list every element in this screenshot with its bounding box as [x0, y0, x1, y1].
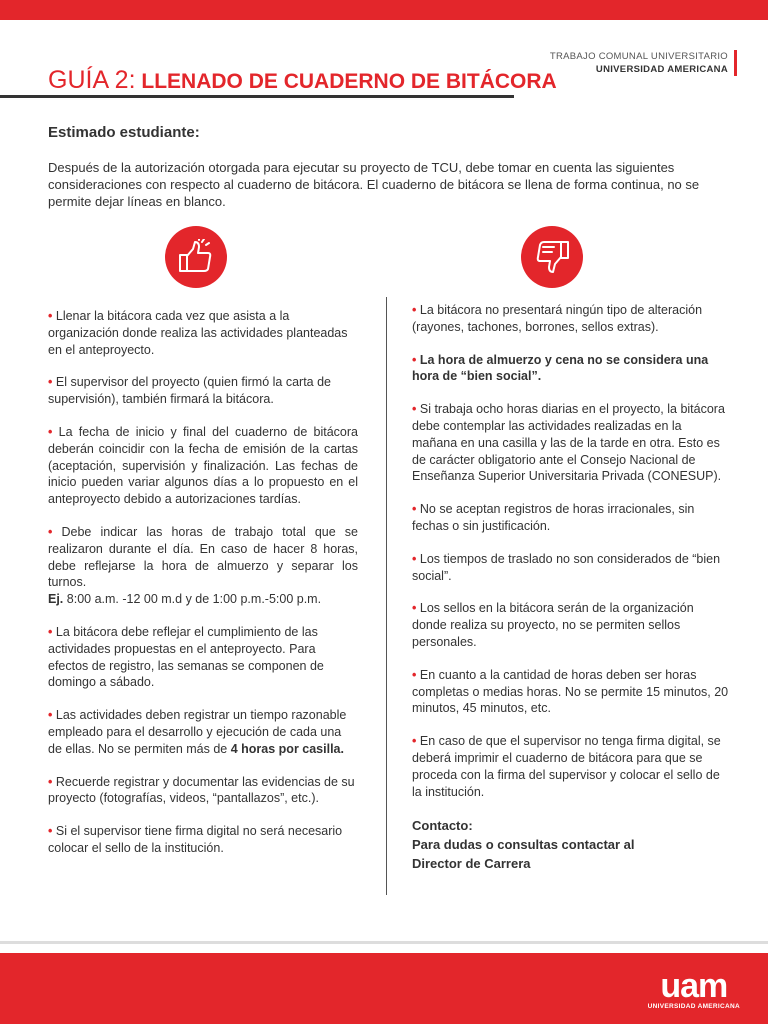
- logo-mark: uam: [660, 967, 728, 1005]
- contact-line: Director de Carrera: [412, 856, 531, 872]
- list-item: • La bitácora debe reflejar el cumplimiento de las actividades propuestas en el anteproyecto. Para efectos de registro, las semanas se componen de domingo a sábado.: [48, 624, 324, 690]
- list-item: • Debe indicar las horas de trabajo total que se realizaron durante el día. En caso de hacer 8 horas, debe reflejarse la hora de almuerzo y separar los turnos. Ej. 8:00 a.m. -12 00 m.d y de 1:00 p.m.-5:00 p.m.: [48, 524, 358, 607]
- example-text: 8:00 a.m. -12 00 m.d y de 1:00 p.m.-5:00 p.m.: [63, 592, 322, 607]
- footer-band: [0, 953, 768, 1024]
- brand-block: [550, 50, 728, 76]
- contact-block: [412, 816, 730, 873]
- list-item: • El supervisor del proyecto (quien firmó la carta de supervisión), también firmará la bitácora.: [48, 375, 332, 407]
- column-divider: [386, 297, 387, 895]
- list-item: • La fecha de inicio y final del cuaderno de bitácora deberán coincidir con la fecha de emisión de la cartas (aceptación, supervisión y finalización. Las fechas de inicio pueden variar algunos días a lo propuesto en el anteproyecto debido a autorizaciones tardías.: [48, 424, 358, 507]
- list-item: • En cuanto a la cantidad de horas deben ser horas completas o medias horas. No se permite 15 minutos, 20 minutos, 45 minutos, etc.: [412, 667, 729, 716]
- list-item: • No se aceptan registros de horas irracionales, sin fechas o sin justificación.: [412, 502, 695, 533]
- example-label: Ej.: [48, 592, 64, 607]
- max-hours-text: 4 horas por casilla.: [230, 741, 344, 756]
- contact-title: Contacto:: [412, 818, 473, 834]
- logo-subtitle: UNIVERSIDAD AMERICANA: [647, 1003, 740, 1010]
- footer-rule: [0, 941, 768, 944]
- list-item: • La hora de almuerzo y cena no se considera una hora de “bien social”.: [412, 352, 709, 384]
- brand-program: TRABAJO COMUNAL UNIVERSITARIO: [549, 51, 728, 62]
- brand-university: UNIVERSIDAD AMERICANA: [595, 64, 728, 75]
- list-item: • La bitácora no presentará ningún tipo de alteración (rayones, tachones, borrones, sellos extras).: [412, 303, 703, 334]
- list-item: • Llenar la bitácora cada vez que asista a la organización donde realiza las actividades planteadas en el anteproyecto.: [48, 309, 348, 357]
- title-prefix: GUÍA 2:: [48, 66, 136, 94]
- list-item: • Recuerde registrar y documentar las evidencias de su proyecto (fotografías, videos, “pantallazos”, etc.).: [48, 774, 355, 806]
- list-item: • Los sellos en la bitácora serán de la organización donde realiza su proyecto, no se permiten sellos personales.: [412, 601, 694, 649]
- list-item: • Si trabaja ocho horas diarias en el proyecto, la bitácora debe contemplar las actividades realizadas en la mañana en una casilla y las de la tarde en otra. Esto es de carácter obligatorio ante el Consejo Nacional de Enseñanza Superior Universitaria Privada (CONESUP).: [412, 402, 725, 484]
- uam-logo: [648, 969, 740, 1010]
- thumbs-down-icon: [521, 226, 583, 288]
- donts-column: [412, 302, 730, 873]
- list-item: • Los tiempos de traslado no son considerados de “bien social”.: [412, 551, 721, 583]
- list-item: • Las actividades deben registrar un tiempo razonable empleado para el desarrollo y ejecución de cada una de ellas. No se permiten más de 4 horas por casilla.: [48, 708, 347, 756]
- list-item: • Si el supervisor tiene firma digital no será necesario colocar el sello de la institución.: [48, 824, 343, 855]
- contact-line: Para dudas o consultas contactar al: [412, 837, 635, 853]
- list-item: • En caso de que el supervisor no tenga firma digital, se deberá imprimir el cuaderno de bitácora para que se proceda con la firma del supervisor y colocar el sello de la institución.: [412, 734, 721, 799]
- top-accent-bar: [0, 0, 768, 20]
- greeting: Estimado estudiante:: [48, 124, 200, 141]
- thumbs-up-icon: [165, 226, 227, 288]
- page-title: [48, 66, 557, 95]
- title-text: LLENADO DE CUADERNO DE BITÁCORA: [135, 70, 557, 93]
- brand-accent-bar: [734, 50, 737, 76]
- dos-column: [48, 308, 358, 873]
- title-underline: [0, 95, 514, 98]
- intro-paragraph: Después de la autorización otorgada para ejecutar su proyecto de TCU, debe tomar en cuenta las siguientes consideraciones con respecto al cuaderno de bitácora. El cuaderno de bitácora se llena de forma continua, no se permite dejar líneas en blanco.: [48, 160, 700, 209]
